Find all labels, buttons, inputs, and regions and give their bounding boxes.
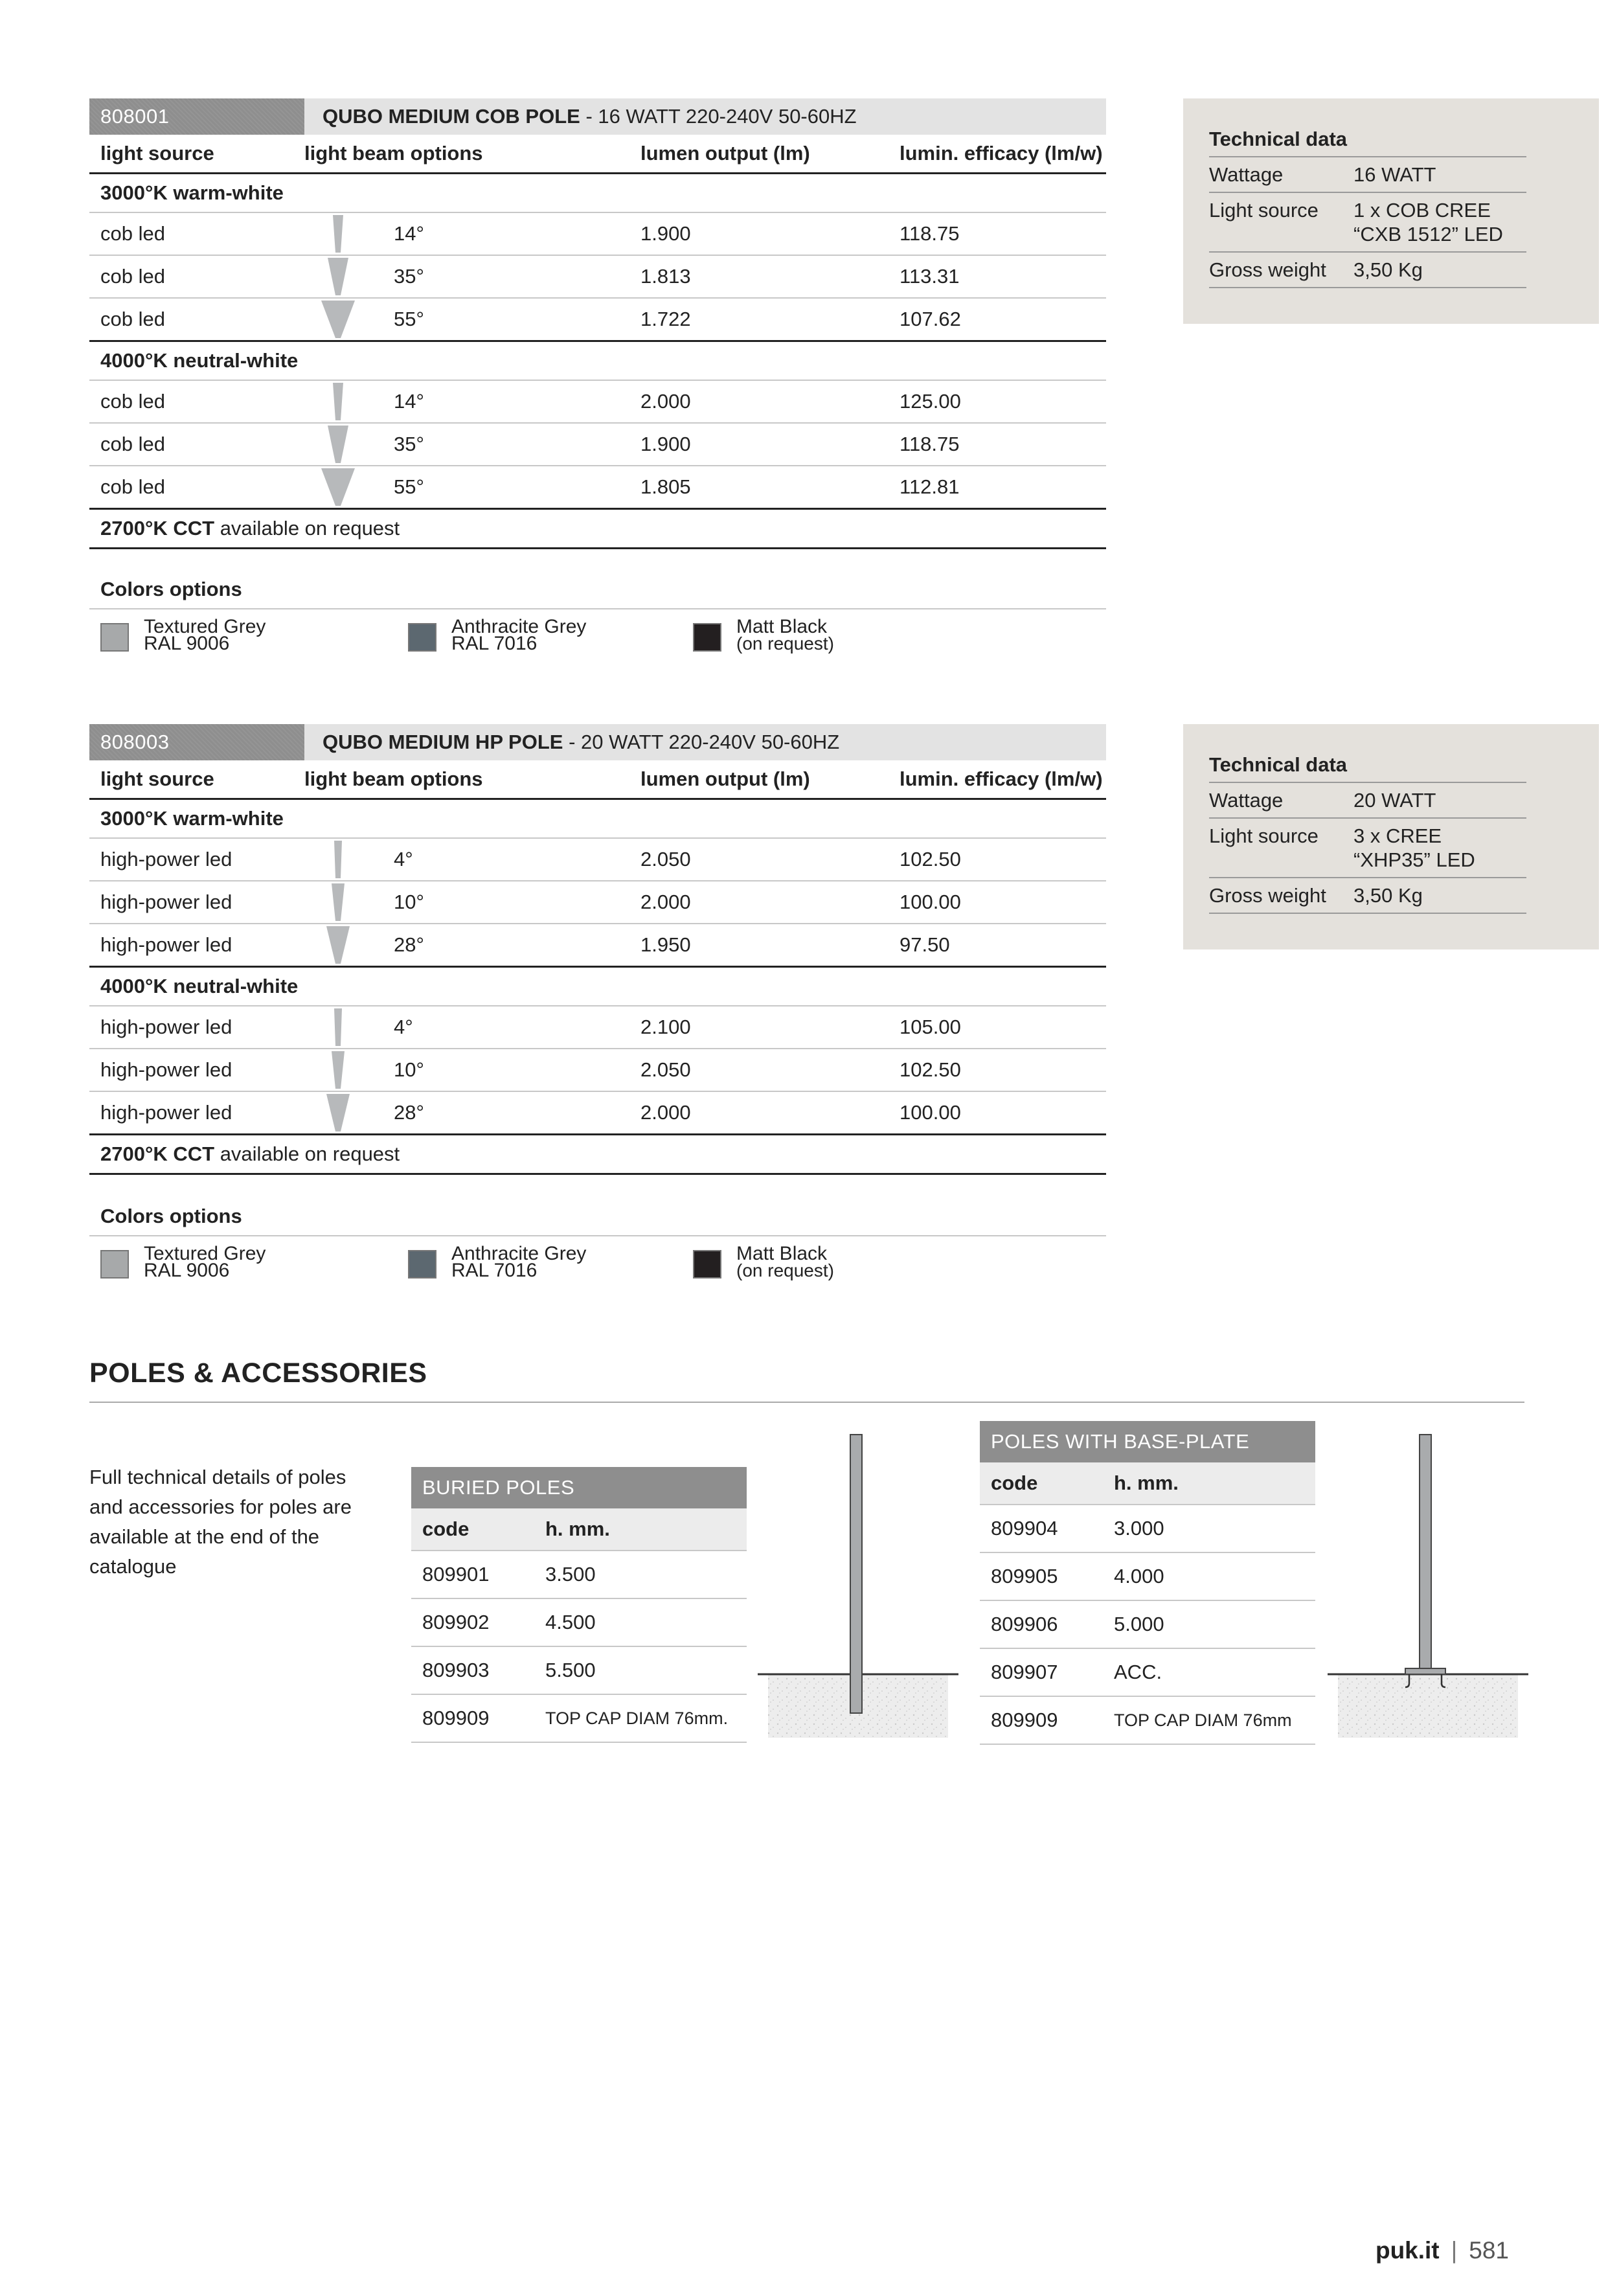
- color-label: Matt Black (on request): [736, 1243, 834, 1280]
- cell-source: high-power led: [89, 838, 304, 881]
- tech-key: Gross weight: [1209, 252, 1353, 288]
- tech-value: 3,50 Kg: [1353, 252, 1526, 288]
- product-title: QUBO MEDIUM HP POLE - 20 WATT 220-240V 50-60HZ: [304, 724, 1106, 760]
- table-title: POLES WITH BASE-PLATE: [980, 1421, 1315, 1462]
- cell-lumen: 2.050: [629, 838, 889, 881]
- color-label: Anthracite Grey RAL 7016: [451, 1243, 587, 1281]
- cell-source: cob led: [89, 466, 304, 509]
- tech-key: Light source: [1209, 818, 1353, 878]
- tech-key: Wattage: [1209, 782, 1353, 818]
- table-row: 809902 4.500: [411, 1598, 747, 1646]
- section-title: POLES & ACCESSORIES: [89, 1358, 427, 1389]
- cell-efficacy: 97.50: [889, 924, 1106, 967]
- cell-beam: 4°: [304, 838, 629, 881]
- cell-efficacy: 112.81: [889, 466, 1106, 509]
- color-swatch-matt-black: [693, 1250, 721, 1279]
- cell-beam: 55°: [304, 298, 629, 341]
- table-row: [89, 255, 1106, 298]
- column-header: light beam options: [304, 135, 629, 174]
- column-header: h. mm.: [1103, 1462, 1315, 1505]
- beam-medium-icon: [320, 1094, 356, 1131]
- poles-description: Full technical details of poles and accessories for poles are available at the end of the catalogue: [89, 1466, 352, 1578]
- cell-source: cob led: [89, 212, 304, 255]
- cell-beam: 10°: [304, 1049, 629, 1091]
- beam-medium-icon: [320, 426, 356, 463]
- tech-value: 3,50 Kg: [1353, 878, 1526, 913]
- column-header: light beam options: [304, 760, 629, 799]
- cell-efficacy: 107.62: [889, 298, 1106, 341]
- product-table-808003: [89, 724, 1106, 1175]
- column-header: lumen output (lm): [629, 760, 889, 799]
- color-label: Textured Grey RAL 9006: [144, 1243, 266, 1281]
- cell-beam: 55°: [304, 466, 629, 509]
- table-row: [89, 881, 1106, 924]
- cell-source: high-power led: [89, 1006, 304, 1049]
- table-row: 809906 5.000: [980, 1600, 1315, 1648]
- column-header: lumen output (lm): [629, 135, 889, 174]
- base-plate: [1405, 1668, 1445, 1674]
- cell-source: cob led: [89, 298, 304, 341]
- table-row: [89, 1049, 1106, 1091]
- cell-beam: 28°: [304, 1091, 629, 1135]
- table-row: [89, 924, 1106, 967]
- beam-spot-icon: [320, 1008, 356, 1046]
- table-row: [89, 1091, 1106, 1135]
- tech-value: 3 x CREE “XHP35” LED: [1353, 818, 1526, 878]
- tech-value: 20 WATT: [1353, 782, 1526, 818]
- table-row: [89, 1006, 1106, 1049]
- section-label: 4000°K neutral-white: [89, 967, 1106, 1006]
- cell-lumen: 1.950: [629, 924, 889, 967]
- cell-beam: 35°: [304, 255, 629, 298]
- column-header: lumin. efficacy (lm/w): [889, 135, 1106, 174]
- cell-lumen: 2.050: [629, 1049, 889, 1091]
- cell-source: high-power led: [89, 1091, 304, 1135]
- table-row: 809909 TOP CAP DIAM 76mm: [980, 1696, 1315, 1744]
- table-row: [89, 298, 1106, 341]
- cell-lumen: 2.000: [629, 1091, 889, 1135]
- product-code: 808003: [89, 724, 304, 760]
- beam-medium-icon: [320, 258, 356, 295]
- cell-beam: 14°: [304, 380, 629, 423]
- cell-source: high-power led: [89, 924, 304, 967]
- colors-title: Colors options: [100, 578, 242, 600]
- baseplate-pole-diagram: [1328, 1431, 1528, 1742]
- color-swatch-matt-black: [693, 623, 721, 652]
- tech-key: Wattage: [1209, 157, 1353, 192]
- cell-lumen: 1.813: [629, 255, 889, 298]
- pole-shaft: [1420, 1435, 1431, 1669]
- product-code: 808001: [89, 98, 304, 135]
- cell-efficacy: 102.50: [889, 838, 1106, 881]
- product-table-808001: [89, 98, 1106, 549]
- beam-narrow-icon: [320, 215, 356, 253]
- pole-shaft: [850, 1435, 862, 1713]
- product-title: QUBO MEDIUM COB POLE - 16 WATT 220-240V 50-60HZ: [304, 98, 1106, 135]
- color-swatch-anthracite-grey: [408, 623, 436, 652]
- table-row: [89, 212, 1106, 255]
- color-swatch-textured-grey: [100, 1250, 129, 1279]
- cell-beam: 35°: [304, 423, 629, 466]
- cct-note: 2700°K CCT available on request: [89, 509, 1106, 549]
- table-row: 809909 TOP CAP DIAM 76mm.: [411, 1694, 747, 1742]
- table-row: [89, 838, 1106, 881]
- cell-lumen: 1.722: [629, 298, 889, 341]
- technical-data-box: [1183, 98, 1599, 324]
- color-label: Matt Black (on request): [736, 616, 834, 654]
- technical-data-box: [1183, 724, 1599, 949]
- table-row: 809901 3.500: [411, 1551, 747, 1598]
- cell-efficacy: 118.75: [889, 423, 1106, 466]
- table-row: 809907 ACC.: [980, 1648, 1315, 1696]
- color-swatch-textured-grey: [100, 623, 129, 652]
- color-label: Textured Grey RAL 9006: [144, 616, 266, 654]
- beam-medium-icon: [320, 926, 356, 964]
- section-label: 4000°K neutral-white: [89, 341, 1106, 381]
- column-header: h. mm.: [534, 1508, 747, 1551]
- cell-source: cob led: [89, 380, 304, 423]
- column-header: light source: [89, 135, 304, 174]
- cell-lumen: 2.100: [629, 1006, 889, 1049]
- divider: [89, 608, 1106, 609]
- buried-poles-table: [411, 1467, 747, 1743]
- cell-efficacy: 100.00: [889, 1091, 1106, 1135]
- cell-source: cob led: [89, 423, 304, 466]
- cell-source: high-power led: [89, 1049, 304, 1091]
- baseplate-poles-table: [980, 1421, 1315, 1745]
- site-link[interactable]: puk.it: [1375, 2237, 1440, 2264]
- cell-efficacy: 105.00: [889, 1006, 1106, 1049]
- cell-beam: 28°: [304, 924, 629, 967]
- section-label: 3000°K warm-white: [89, 799, 1106, 839]
- cell-efficacy: 118.75: [889, 212, 1106, 255]
- tech-key: Light source: [1209, 192, 1353, 252]
- beam-narrow-icon: [320, 1051, 356, 1089]
- column-header: lumin. efficacy (lm/w): [889, 760, 1106, 799]
- beam-narrow-icon: [320, 383, 356, 420]
- buried-pole-diagram: [758, 1431, 958, 1742]
- cell-source: cob led: [89, 255, 304, 298]
- tech-value: 16 WATT: [1353, 157, 1526, 192]
- cell-lumen: 1.805: [629, 466, 889, 509]
- divider: [89, 1235, 1106, 1236]
- table-row: [89, 380, 1106, 423]
- cell-efficacy: 125.00: [889, 380, 1106, 423]
- cell-lumen: 1.900: [629, 212, 889, 255]
- page-footer: puk.it | 581: [1375, 2237, 1509, 2264]
- tech-title: Technical data: [1209, 750, 1526, 782]
- colors-title: Colors options: [100, 1205, 242, 1227]
- color-label: Anthracite Grey RAL 7016: [451, 616, 587, 654]
- cell-efficacy: 113.31: [889, 255, 1106, 298]
- cell-beam: 14°: [304, 212, 629, 255]
- divider: [89, 1402, 1524, 1403]
- table-row: [89, 466, 1106, 509]
- tech-key: Gross weight: [1209, 878, 1353, 913]
- beam-wide-icon: [320, 301, 356, 338]
- table-row: 809905 4.000: [980, 1552, 1315, 1600]
- cell-lumen: 2.000: [629, 380, 889, 423]
- cell-beam: 10°: [304, 881, 629, 924]
- cell-beam: 4°: [304, 1006, 629, 1049]
- section-label: 3000°K warm-white: [89, 174, 1106, 213]
- table-row: 809903 5.500: [411, 1646, 747, 1694]
- beam-wide-icon: [320, 468, 356, 506]
- beam-spot-icon: [320, 841, 356, 878]
- ground-fill: [1338, 1674, 1518, 1738]
- cct-note: 2700°K CCT available on request: [89, 1135, 1106, 1174]
- page-number: 581: [1469, 2237, 1509, 2264]
- table-row: [89, 423, 1106, 466]
- cell-efficacy: 100.00: [889, 881, 1106, 924]
- tech-value: 1 x COB CREE “CXB 1512” LED: [1353, 192, 1526, 252]
- cell-source: high-power led: [89, 881, 304, 924]
- table-title: BURIED POLES: [411, 1467, 747, 1508]
- column-header: code: [980, 1462, 1103, 1505]
- cell-lumen: 1.900: [629, 423, 889, 466]
- color-swatch-anthracite-grey: [408, 1250, 436, 1279]
- cell-efficacy: 102.50: [889, 1049, 1106, 1091]
- cell-lumen: 2.000: [629, 881, 889, 924]
- column-header: code: [411, 1508, 534, 1551]
- tech-title: Technical data: [1209, 124, 1526, 157]
- table-row: 809904 3.000: [980, 1505, 1315, 1552]
- beam-narrow-icon: [320, 883, 356, 921]
- column-header: light source: [89, 760, 304, 799]
